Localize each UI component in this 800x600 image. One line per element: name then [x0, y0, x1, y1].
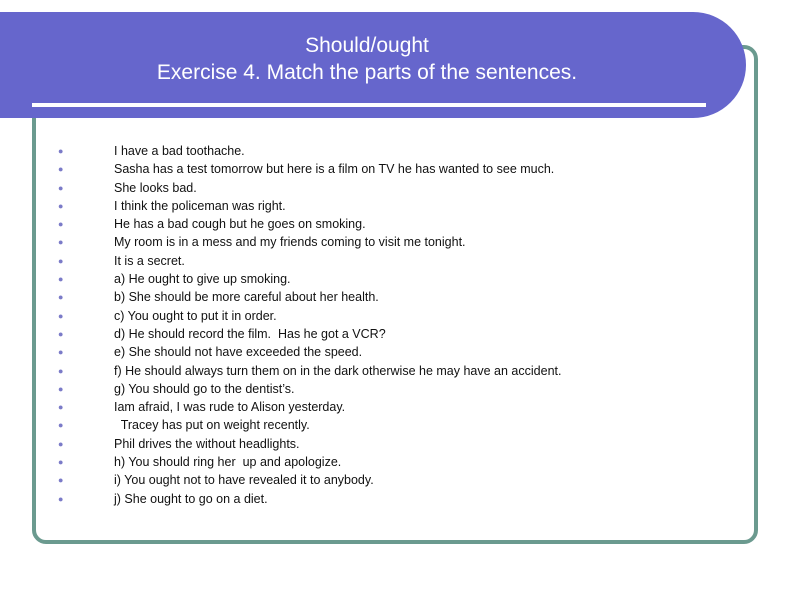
list-item-text: I have a bad toothache.: [114, 144, 245, 158]
bullet-icon: ●: [58, 274, 64, 285]
list-item-text: i) You ought not to have revealed it to anybody.: [114, 473, 374, 488]
bullet-icon: ●: [58, 164, 64, 175]
bullet-icon: ●: [58, 182, 64, 193]
bullet-icon: ●: [58, 420, 64, 431]
list-item-text: b) She should be more careful about her health.: [114, 290, 379, 305]
list-item-text: I think the policeman was right.: [114, 198, 286, 213]
list-item-text: j) She ought to go on a diet.: [114, 491, 268, 506]
bullet-icon: ●: [58, 475, 64, 486]
list-item-text: d) He should record the film. Has he got a VCR?: [114, 326, 386, 341]
list-item-text: Sasha has a test tomorrow but here is a film on TV he has wanted to see much.: [114, 162, 555, 177]
list-item-text: Phil drives the without headlights.: [114, 436, 300, 451]
bullet-icon: ●: [58, 365, 64, 376]
title-line-1: Should/ought: [305, 34, 429, 57]
banner-divider: [32, 103, 706, 107]
list-item-text: She looks bad.: [114, 180, 197, 195]
list-item-text: Iam afraid, I was rude to Alison yesterday.: [114, 400, 346, 415]
bullet-icon: ●: [58, 402, 64, 413]
list-item-text: My room is in a mess and my friends coming to visit me tonight.: [114, 235, 466, 250]
list-item-text: He has a bad cough but he goes on smoking.: [114, 217, 366, 232]
list-item-text: g) You should go to the dentist’s.: [114, 381, 295, 396]
list-item-text: It is a secret.: [114, 253, 185, 268]
bullet-icon: ●: [58, 146, 64, 156]
title-line-2: Exercise 4. Match the parts of the sentences.: [156, 61, 578, 84]
bullet-icon: ●: [58, 328, 64, 339]
bullet-icon: ●: [58, 438, 64, 449]
bullet-icon: ●: [58, 200, 64, 211]
slide-title: [0, 32, 734, 86]
bullet-icon: ●: [58, 219, 64, 230]
list-item-text: e) She should not have exceeded the speed.: [114, 345, 363, 360]
bullet-icon: ●: [58, 493, 64, 504]
bullet-icon: ●: [58, 457, 64, 468]
bullet-icon: ●: [58, 310, 64, 321]
bullet-icon: ●: [58, 292, 64, 303]
bullet-icon: ●: [58, 237, 64, 248]
list-item-text: a) He ought to give up smoking.: [114, 272, 291, 287]
list-item-text: Tracey has put on weight recently.: [114, 418, 310, 433]
bullet-icon: ●: [58, 255, 64, 266]
list-item-text: h) You should ring her up and apologize.: [114, 455, 342, 470]
bullet-icon: ●: [58, 347, 64, 358]
list-item-text: c) You ought to put it in order.: [114, 308, 277, 323]
list-item-text: f) He should always turn them on in the dark otherwise he may have an accident.: [114, 363, 562, 378]
bullet-icon: ●: [58, 383, 64, 394]
